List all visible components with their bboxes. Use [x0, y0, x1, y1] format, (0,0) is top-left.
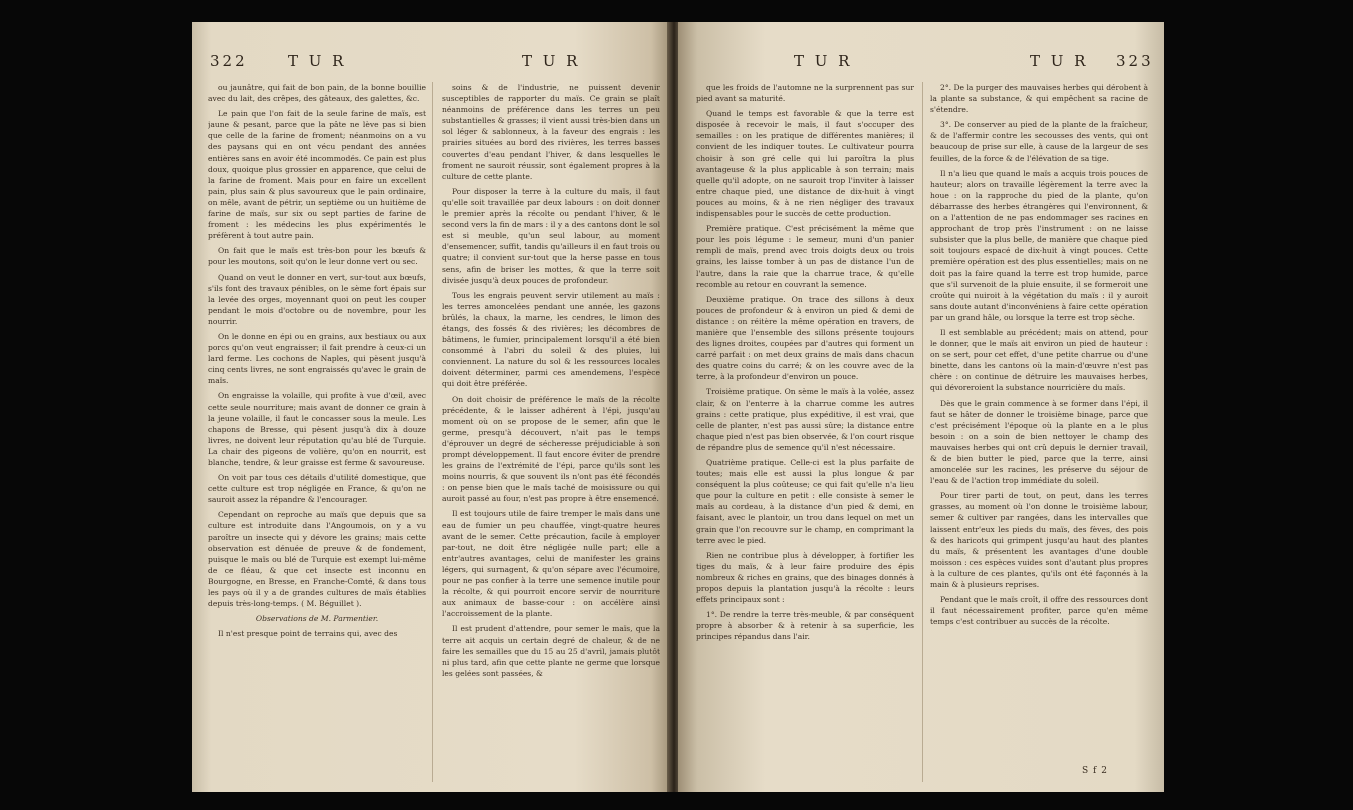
column-rule: [432, 82, 433, 782]
signature-mark: S f 2: [1082, 766, 1108, 776]
paragraph: 3°. De conserver au pied de la plante de la fraîcheur, & de l'affermir contre les secousses des vents, qui ont beaucoup de prise sur elle, à cause de la largeur de ses feuilles, de la force & de l'élévation de sa tige.: [930, 120, 1148, 163]
paragraph: soins & de l'industrie, ne puissent devenir susceptibles de rapporter du maïs. Ce grain se plaît néanmoins de préférence dans les terres un peu substantielles & grasses; il vient aussi très-bien dans un sol léger & sablonneux, à la faveur des engrais : les prairies situées au bord des rivières, les terres basses couvertes d'eau pendant l'hiver, & dans lesquelles le froment ne sauroit réussir, sont également propres à la culture de cette plante.: [442, 83, 660, 181]
paragraph: Quand le temps est favorable & que la terre est disposée à recevoir le maïs, il faut s'occuper des semailles : on les pratique de différentes manières; il convient de les indiquer toutes. Le cultivateur pourra choisir à son gré celle qui lui paroîtra la plus avantageuse & la plus applicable à son terrain; mais quelle qu'il adopte, on ne sauroit trop l'inviter à laisser entre chaque pied, une distance de dix-huit à vingt pouces au moins, & à ne rien négliger des travaux indispensables pour le succès de cette production.: [696, 109, 914, 219]
paragraph: Dès que le grain commence à se former dans l'épi, il faut se hâter de donner le troisième binage, parce que c'est précisément l'époque où la plante en a le plus besoin : on a soin de bien nettoyer le champ des mauvaises herbes qui ont crû depuis le dernier travail, & de bien butter le pied, parce que la terre, ainsi amoncelée sur les racines, les préserve du séjour de l'eau & de l'action trop immédiate du soleil.: [930, 398, 1148, 486]
right-column-1: [696, 82, 914, 792]
left-running-head-1: T U R: [288, 52, 347, 70]
paragraph: que les froids de l'automne ne la surprennent pas sur pied avant sa maturité.: [696, 83, 914, 104]
paragraph: Le pain que l'on fait de la seule farine de maïs, est jaune & pesant, parce que la pâte ne lève pas si bien que celle de la farine de froment; néanmoins on a vu des paysans qui en ont vécu pendant des années entières sans en avoir été incommodés. Ce pain est plus doux, quoique plus grossier en apparence, que celui de la farine de froment. Mais pour en faire un excellent pain, plus sain & plus savoureux que le pain ordinaire, on mêle, avant de pétrir, un septième ou un huitième de farine de maïs, sur six ou sept parties de farine de froment : les médecins les plus expérimentés le préfèrent à tout autre pain.: [208, 109, 426, 241]
paragraph: Il n'a lieu que quand le maïs a acquis trois pouces de hauteur; alors on travaille légèrement la terre avec la houe : on la rapproche du pied de la plante, qu'on débarrasse des herbes étrangères qui l'environnent, & on a l'attention de ne pas endommager ses racines en approchant de trop près l'instrument : on ne laisse subsister que la plus belle, de manière que chaque pied soit toujours espacé de dix-huit à vingt pouces. Cette première opération est des plus essentielles; mais on ne doit pas la faire quand la terre est trop humide, parce que s'il survenoit de la pluie ensuite, il se formeroit une croûte qui nuiroit à la végétation du maïs : il y auroit sans doute autant d'inconvéniens à faire cette opération par un grand hâle, ou lorsque la terre est trop sèche.: [930, 168, 1148, 322]
paragraph: On doit choisir de préférence le maïs de la récolte précédente, & le laisser adhérent à l'épi, jusqu'au moment où on se propose de le semer, afin que le germe, presqu'à découvert, n'ait pas le temps d'éprouver un degré de sécheresse préjudiciable à son prompt développement. Il faut encore éviter de prendre les grains de l'extrémité de l'épi, parce qu'ils sont les moins nourris, & que souvent ils n'ont pas été fécondés : on pense bien que le maïs taché de moisissure ou qui auroit passé au four, n'est pas propre à être ensemencé.: [442, 394, 660, 504]
paragraph: On fait que le maïs est très-bon pour les bœufs & pour les moutons, soit qu'on le leur donne vert ou sec.: [208, 246, 426, 267]
right-running-head-2: T U R: [1030, 52, 1089, 70]
paragraph: 2°. De la purger des mauvaises herbes qui dérobent à la plante sa substance, & qui empêchent sa racine de s'étendre.: [930, 83, 1148, 115]
left-column-1: [208, 82, 426, 792]
paragraph: On voit par tous ces détails d'utilité domestique, que cette culture est trop négligée en France, & qu'on ne sauroit assez la répandre & l'encourager.: [208, 473, 426, 505]
paragraph: Pour tirer parti de tout, on peut, dans les terres grasses, au moment où l'on donne le troisième labour, semer & cultiver par rangées, dans les intervalles que laissent entr'eux les pieds du maïs, des fèves, des pois & des haricots qui grimpent jusqu'au haut des plantes du maïs, & présentent les avantages d'une double moisson : ces espèces vuides sont d'autant plus propres à la culture de ces plantes, qu'ils ont été façonnés à la main & à plusieurs reprises.: [930, 491, 1148, 590]
paragraph: Première pratique. C'est précisément la même que pour les pois légume : le semeur, muni d'un panier rempli de maïs, prend avec trois doigts deux ou trois grains, les laisse tomber à un pas de distance l'un de l'autre, dans la raie que la charrue trace, & qu'elle recomble au retour en couvrant la semence.: [696, 224, 914, 289]
paragraph: Troisième pratique. On sème le maïs à la volée, assez clair, & on l'enterre à la charrue comme les autres grains : cette pratique, plus expéditive, il est vrai, que celle de planter, n'est pas aussi sûre; la distance entre chaque pied n'est pas bien observée, & l'on court risque de répandre plus de semence qu'il n'est nécessaire.: [696, 387, 914, 452]
paragraph: Il est semblable au précédent; mais on attend, pour le donner, que le maïs ait environ un pied de hauteur : on se sert, pour cet effet, d'une petite charrue ou d'une binette, dans les cantons où la main-d'œuvre n'est pas chère : on continue de détruire les mauvaises herbes, qui dévoreroient la substance nourricière du maïs.: [930, 327, 1148, 393]
paragraph: Il n'est presque point de terrains qui, avec des: [218, 629, 398, 639]
paragraph: Cependant on reproche au maïs que depuis que sa culture est introduite dans l'Angoumois, on y a vu paroître un insecte qui y dévore les grains; mais cette observation est dénuée de preuve & de fondement, puisque le maïs ou blé de Turquie est exempt lui-même de ce fléau, & que cet insecte est inconnu en Bourgogne, en Bresse, en Franche-Comté, & dans tous les pays où il y a de grandes cultures de maïs établies depuis très-long-temps. ( M. Béguillet ).: [208, 510, 426, 609]
paragraph: Quatrième pratique. Celle-ci est la plus parfaite de toutes; mais elle est aussi la plus longue & par conséquent la plus coûteuse; ce qui fait qu'elle n'a lieu que pour la culture en petit : elle consiste à semer le maïs au cordeau, à la distance d'un pied & demi, en faisant, avec le plantoir, un trou dans lequel on met un grain que l'on recouvre sur le champ, en comprimant la terre avec le pied.: [696, 458, 914, 545]
right-page: [678, 22, 1164, 792]
right-column-2: [930, 82, 1148, 762]
paragraph: 1°. De rendre la terre très-meuble, & par conséquent propre à absorber & à retenir à sa superficie, les principes répandus dans l'air.: [696, 610, 914, 642]
left-running-head-2: T U R: [522, 52, 581, 70]
left-page: [192, 22, 670, 792]
left-page-number: 322: [210, 52, 248, 70]
paragraph: ou jaunâtre, qui fait de bon pain, de la bonne bouillie avec du lait, des crêpes, des gâteaux, des galettes, &c.: [208, 83, 426, 104]
paragraph: Pour disposer la terre à la culture du maïs, il faut qu'elle soit travaillée par deux labours : on doit donner le premier après la récolte ou pendant l'hiver, & le second vers la fin de mars : il y a des cantons dont le sol est si meuble, qu'un seul labour, au moment d'ensemencer, suffit, tandis qu'ailleurs il en faut trois ou quatre; il convient sur-tout que la herse passe en tous sens, afin de briser les mottes, & que la terre soit divisée jusqu'à deux pouces de profondeur.: [442, 186, 660, 285]
paragraph: Il est prudent d'attendre, pour semer le maïs, que la terre ait acquis un certain degré de chaleur, & de ne faire les semailles que du 15 au 25 d'avril, jamais plutôt ni plus tard, afin que cette plante ne germe que lorsque les gelées sont passées, &: [442, 624, 660, 678]
right-page-number: 323: [1116, 52, 1154, 70]
paragraph: Observations de M. Parmentier.: [255, 614, 379, 624]
paragraph: Tous les engrais peuvent servir utilement au maïs : les terres amoncelées pendant une année, les gazons brûlés, la chaux, la marne, les cendres, le limon des étangs, des fossés & des rivières; les décombres de bâtimens, le fumier, principalement lorsqu'il a été bien consommé à l'abri du soleil & des pluies, lui conviennent. La nature du sol & les ressources locales doivent déterminer, parmi ces amendemens, l'espèce qui doit être préférée.: [442, 290, 660, 389]
paragraph: On engraisse la volaille, qui profite à vue d'œil, avec cette seule nourriture; mais avant de donner ce grain à la jeune volaille, il faut le concasser sous la meule. Les chapons de Bresse, qui pèsent jusqu'à dix à douze livres, ne doivent leur réputation qu'au blé de Turquie. La chair des pigeons de volière, qu'on en nourrit, est blanche, tendre, & leur graisse est ferme & savoureuse.: [208, 391, 426, 467]
paragraph: Quand on veut le donner en vert, sur-tout aux bœufs, s'ils font des travaux pénibles, on le sème fort épais sur la levée des orges, moyennant quoi on peut les couper pendant le mois d'octobre ou de novembre, pour les nourrir.: [208, 272, 426, 326]
paragraph: On le donne en épi ou en grains, aux bestiaux ou aux porcs qu'on veut engraisser; il fait prendre à ceux-ci un lard ferme. Les cochons de Naples, qui pèsent jusqu'à cinq cents livres, ne sont engraissés qu'avec le grain de maïs.: [208, 331, 426, 386]
paragraph: Deuxième pratique. On trace des sillons à deux pouces de profondeur & à environ un pied & demi de distance : on réitère la même opération en travers, de manière que l'ensemble des sillons présente toujours des lignes droites, coupées par d'autres qui forment un carré parfait : on met deux grains de maïs dans chacun des quatre coins du carré; & on les couvre avec de la terre, à la profondeur d'environ un pouce.: [696, 294, 914, 382]
left-column-2: [442, 82, 660, 792]
paragraph: Pendant que le maïs croît, il offre des ressources dont il faut nécessairement profiter, parce qu'en même temps c'est contribuer au succès de la récolte.: [930, 595, 1148, 627]
paragraph: Il est toujours utile de faire tremper le maïs dans une eau de fumier un peu chauffée, vingt-quatre heures avant de le semer. Cette précaution, facile à employer par-tout, ne doit être négligée nulle part; elle a entr'autres avantages, celui de manifester les grains légers, qui surnagent, & qu'on sépare avec l'écumoire, pour ne pas confier à la terre une semence inutile pour la récolte, & qui pourroit encore servir de nourriture aux animaux de basse-cour : on accélère ainsi l'accroissement de la plante.: [442, 509, 660, 619]
column-rule: [922, 82, 923, 782]
right-running-head-1: T U R: [794, 52, 853, 70]
paragraph: Rien ne contribue plus à développer, à fortifier les tiges du maïs, & à leur faire produire des épis nombreux & riches en grains, que des binages donnés à propos depuis la plantation jusqu'à la récolte : leurs effets principaux sont :: [696, 550, 914, 605]
